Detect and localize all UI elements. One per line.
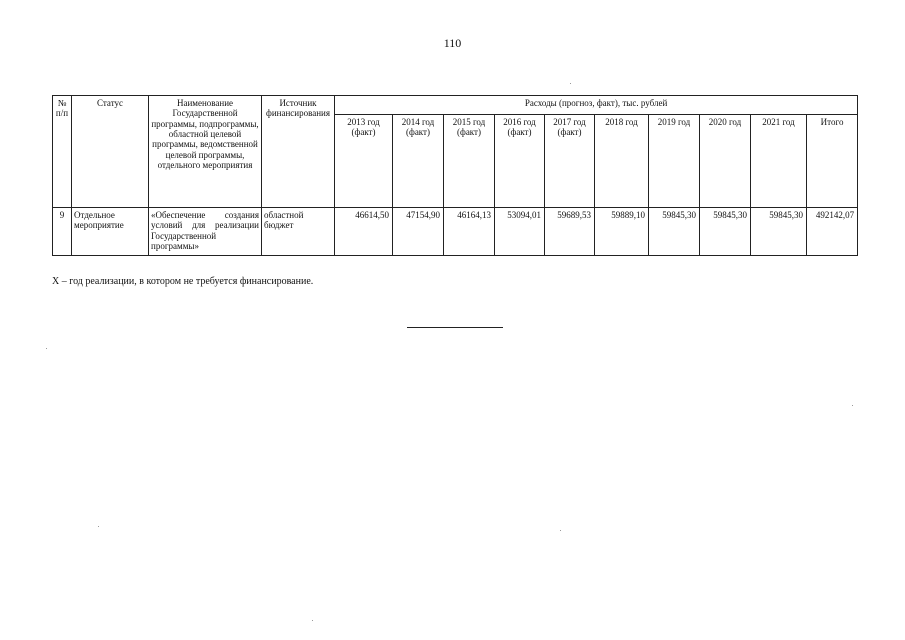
header-num: № п/п: [53, 96, 72, 208]
header-year: 2018 год: [595, 115, 649, 208]
row-value: 46164,13: [444, 208, 495, 256]
row-source: областной бюджет: [262, 208, 335, 256]
scan-speck: [46, 348, 47, 349]
page-number: 110: [443, 36, 462, 50]
header-total: Итого: [807, 115, 858, 208]
row-value: 59889,10: [595, 208, 649, 256]
header-year: 2020 год: [700, 115, 751, 208]
row-status: Отдельное мероприятие: [72, 208, 149, 256]
row-name: «Обеспечение создания условий для реализации Государственной программы»: [149, 208, 262, 256]
scan-speck: [852, 405, 853, 406]
header-year: 2015 год (факт): [444, 115, 495, 208]
header-year: 2013 год (факт): [335, 115, 393, 208]
header-expenses: Расходы (прогноз, факт), тыс. рублей: [335, 96, 858, 115]
row-value: 47154,90: [393, 208, 444, 256]
budget-table: [52, 95, 858, 256]
header-year: 2019 год: [649, 115, 700, 208]
scan-speck: [570, 83, 571, 84]
end-divider: [407, 327, 503, 328]
header-year: 2014 год (факт): [393, 115, 444, 208]
row-value: 46614,50: [335, 208, 393, 256]
row-value: 53094,01: [495, 208, 545, 256]
scan-speck: [312, 620, 313, 621]
row-value: 59845,30: [700, 208, 751, 256]
row-value: 59845,30: [649, 208, 700, 256]
row-value: 59689,53: [545, 208, 595, 256]
header-status: Статус: [72, 96, 149, 208]
row-total: 492142,07: [807, 208, 858, 256]
header-year: 2016 год (факт): [495, 115, 545, 208]
row-value: 59845,30: [751, 208, 807, 256]
table-row: [53, 208, 858, 256]
footnote: Х – год реализации, в котором не требуется финансирование.: [52, 276, 314, 287]
scan-speck: [98, 526, 99, 527]
scan-speck: [560, 530, 561, 531]
header-year: 2021 год: [751, 115, 807, 208]
header-name: Наименование Государственной программы, подпрограммы, областной целевой программы, ведомственной целевой программы, отдельного мероприятия: [149, 96, 262, 208]
header-source: Источник финансирования: [262, 96, 335, 208]
header-year: 2017 год (факт): [545, 115, 595, 208]
table-header-row: [53, 96, 858, 115]
row-num: 9: [53, 208, 72, 256]
